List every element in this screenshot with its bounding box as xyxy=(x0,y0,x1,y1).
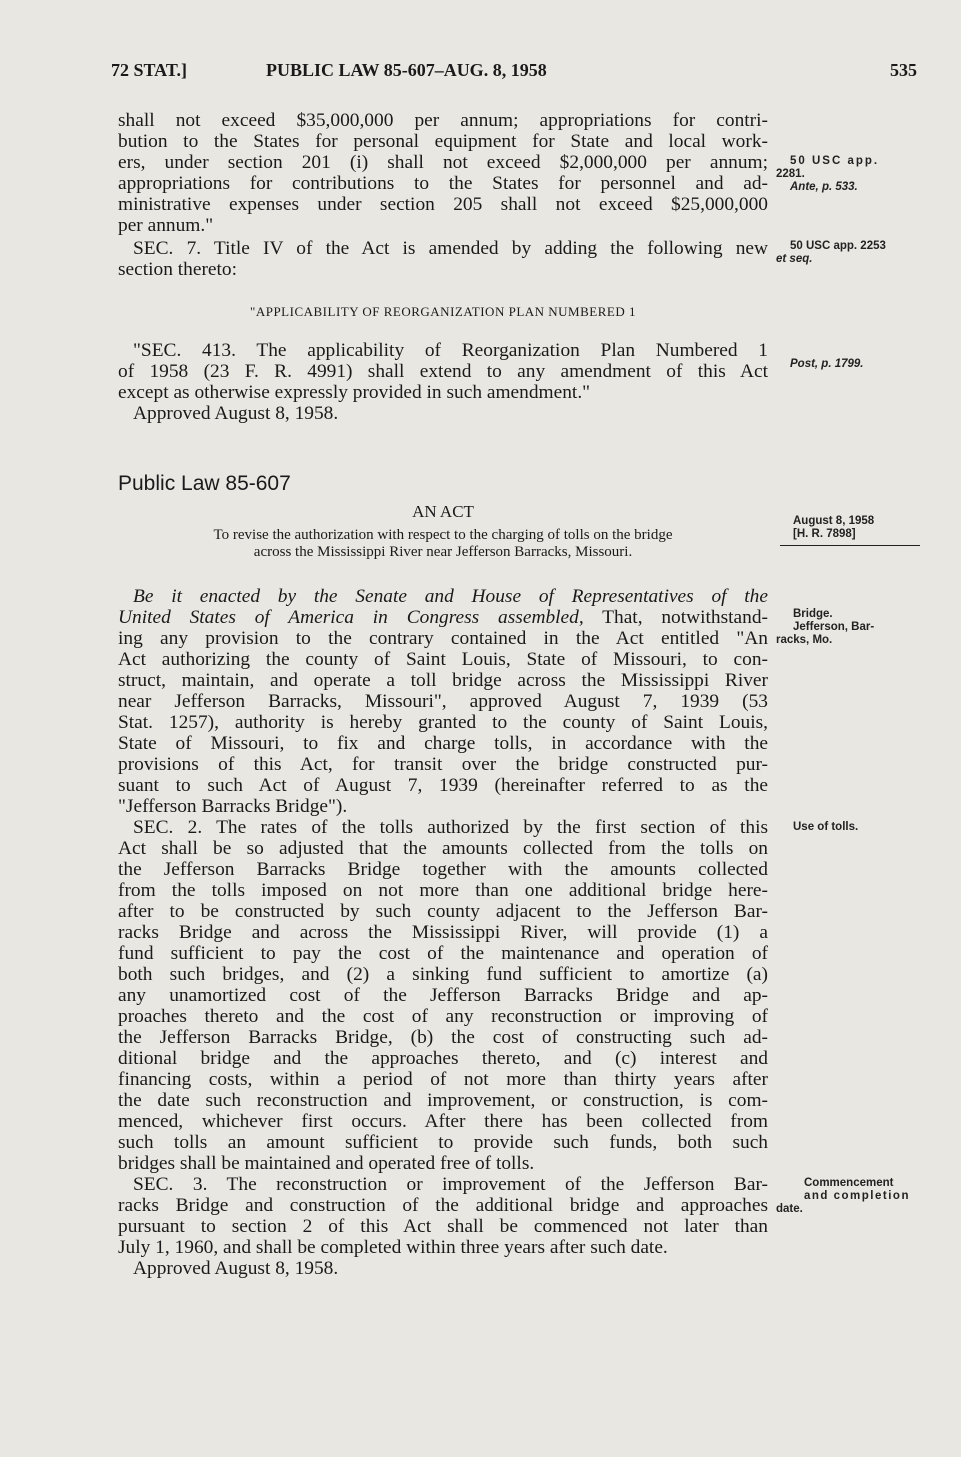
sidenote-commencement xyxy=(776,1177,936,1216)
text-line: ers, under section 201 (i) shall not exceed $2,000,000 per annum; xyxy=(118,152,768,173)
approval-line: Approved August 8, 1958. xyxy=(133,1258,339,1279)
text-line: shall not exceed $35,000,000 per annum; appropriations for contri- xyxy=(118,110,768,131)
section-413 xyxy=(118,340,768,424)
text-line: July 1, 1960, and shall be completed within three years after such date. xyxy=(118,1237,668,1258)
text-line: racks Bridge and across the Mississippi River, will provide (1) a xyxy=(118,922,768,943)
public-law-title: Public Law 85-607 xyxy=(118,472,291,495)
text-line: financing costs, within a period of not more than thirty years after xyxy=(118,1069,768,1090)
text-line: both such bridges, and (2) a sinking fund sufficient to amortize (a) xyxy=(118,964,768,985)
text-line: of 1958 (23 F. R. 4991) shall extend to any amendment of this Act xyxy=(118,361,768,382)
text-line: per annum." xyxy=(118,215,214,236)
sidenote-date xyxy=(776,515,936,541)
text-line: ditional bridge and the approaches thereto, and (c) interest and xyxy=(118,1048,768,1069)
enacting-clause: Be it enacted by the Senate and House of Representatives of the xyxy=(133,586,768,607)
sidenote-line: August 8, 1958 xyxy=(793,515,875,527)
sidenote-line: Commencement xyxy=(804,1177,894,1189)
text-span: That, notwithstand- xyxy=(583,607,768,628)
continued-paragraph xyxy=(118,110,768,236)
sidenote-line: Ante, p. 533. xyxy=(790,181,858,193)
sidenote-use-of-tolls: Use of tolls. xyxy=(793,821,859,833)
text-line: the date such reconstruction and improvement, or construction, is com- xyxy=(118,1090,768,1111)
text-line: from the tolls imposed on not more than one additional bridge here- xyxy=(118,880,768,901)
section-3 xyxy=(118,1174,768,1279)
sidenote-line: Jefferson, Bar- xyxy=(793,621,875,633)
sidenote-usc-2253 xyxy=(776,240,936,266)
approval-line: Approved August 8, 1958. xyxy=(133,403,339,424)
text-line: SEC. 3. The reconstruction or improvement of the Jefferson Bar- xyxy=(133,1174,768,1195)
text-line: SEC. 7. Title IV of the Act is amended by adding the following new xyxy=(133,238,768,259)
sidenote-post: Post, p. 1799. xyxy=(790,358,864,370)
text-line: any unamortized cost of the Jefferson Barracks Bridge and ap- xyxy=(118,985,768,1006)
text-line: Stat. 1257), authority is hereby granted to the county of Saint Louis, xyxy=(118,712,768,733)
text-line: across the Mississippi River near Jefferson Barracks, Missouri. xyxy=(253,544,633,560)
text-line: after to be constructed by such county adjacent to the Jefferson Bar- xyxy=(118,901,768,922)
text-line: SEC. 2. The rates of the tolls authorized by the first section of this xyxy=(133,817,768,838)
sidenote-line: racks, Mo. xyxy=(776,634,833,646)
sidenote-line: 50 USC app. xyxy=(790,155,880,167)
text-line: "Jefferson Barracks Bridge"). xyxy=(118,796,348,817)
page-number: 535 xyxy=(890,60,917,80)
text-line: near Jefferson Barracks, Missouri", approved August 7, 1939 (53 xyxy=(118,691,768,712)
act-purpose xyxy=(118,527,768,561)
text-line: except as otherwise expressly provided in such amendment." xyxy=(118,382,591,403)
sidenote-line: 2281. xyxy=(776,168,805,180)
text-line: Act authorizing the county of Saint Louis, State of Missouri, to con- xyxy=(118,649,768,670)
text-line: appropriations for contributions to the States for personnel and ad- xyxy=(118,173,768,194)
text-line: "SEC. 413. The applicability of Reorganization Plan Numbered 1 xyxy=(133,340,768,361)
plan-heading: "APPLICABILITY OF REORGANIZATION PLAN NUMBERED 1 xyxy=(250,304,636,319)
an-act-heading: AN ACT xyxy=(412,502,474,521)
section-2 xyxy=(118,817,768,1174)
text-line: ministrative expenses under section 205 shall not exceed $25,000,000 xyxy=(118,194,768,215)
text-line: pursuant to section 2 of this Act shall be commenced not later than xyxy=(118,1216,768,1237)
header-volume: 72 STAT.] xyxy=(111,60,188,80)
text-line: Act shall be so adjusted that the amounts collected from the tolls on xyxy=(118,838,768,859)
section-1 xyxy=(118,586,768,817)
text-line: section thereto: xyxy=(118,259,237,280)
sidenote-line: Bridge. xyxy=(793,608,833,620)
sidenote-line: [H. R. 7898] xyxy=(793,528,856,540)
enacting-clause-cont: United States of America in Congress assembled, xyxy=(118,607,584,628)
text-line: provisions of this Act, for transit over the bridge constructed pur- xyxy=(118,754,768,775)
text-line: bution to the States for personal equipment for State and local work- xyxy=(118,131,768,152)
sidenote-rule xyxy=(780,545,920,546)
page-header xyxy=(111,60,917,88)
sidenote-line: date. xyxy=(776,1203,803,1215)
section-7 xyxy=(118,238,768,280)
sidenote-line: et seq. xyxy=(776,253,813,265)
text-line: To revise the authorization with respect to the charging of tolls on the bridge xyxy=(213,527,673,543)
text-line: bridges shall be maintained and operated free of tolls. xyxy=(118,1153,535,1174)
text-line: suant to such Act of August 7, 1939 (hereinafter referred to as the xyxy=(118,775,768,796)
text-line: the Jefferson Barracks Bridge, (b) the cost of constructing such ad- xyxy=(118,1027,768,1048)
header-title: PUBLIC LAW 85-607–AUG. 8, 1958 xyxy=(266,60,547,80)
sidenote-bridge xyxy=(776,608,936,647)
text-line: fund sufficient to pay the cost of the maintenance and operation of xyxy=(118,943,768,964)
text-line: State of Missouri, to fix and charge tolls, in accordance with the xyxy=(118,733,768,754)
sidenote-line: 50 USC app. 2253 xyxy=(790,240,886,252)
sidenote-line: and completion xyxy=(804,1190,910,1202)
text-line xyxy=(118,607,768,628)
text-line: proaches thereto and the cost of any reconstruction or improving of xyxy=(118,1006,768,1027)
text-line: menced, whichever first occurs. After there has been collected from xyxy=(118,1111,768,1132)
text-line: racks Bridge and construction of the additional bridge and approaches xyxy=(118,1195,768,1216)
sidenote-usc-2281 xyxy=(776,155,936,194)
text-line: ing any provision to the contrary contained in the Act entitled "An xyxy=(118,628,768,649)
text-line: such tolls an amount sufficient to provide such funds, both such xyxy=(118,1132,768,1153)
text-line: the Jefferson Barracks Bridge together with the amounts collected xyxy=(118,859,768,880)
text-line: struct, maintain, and operate a toll bridge across the Mississippi River xyxy=(118,670,768,691)
